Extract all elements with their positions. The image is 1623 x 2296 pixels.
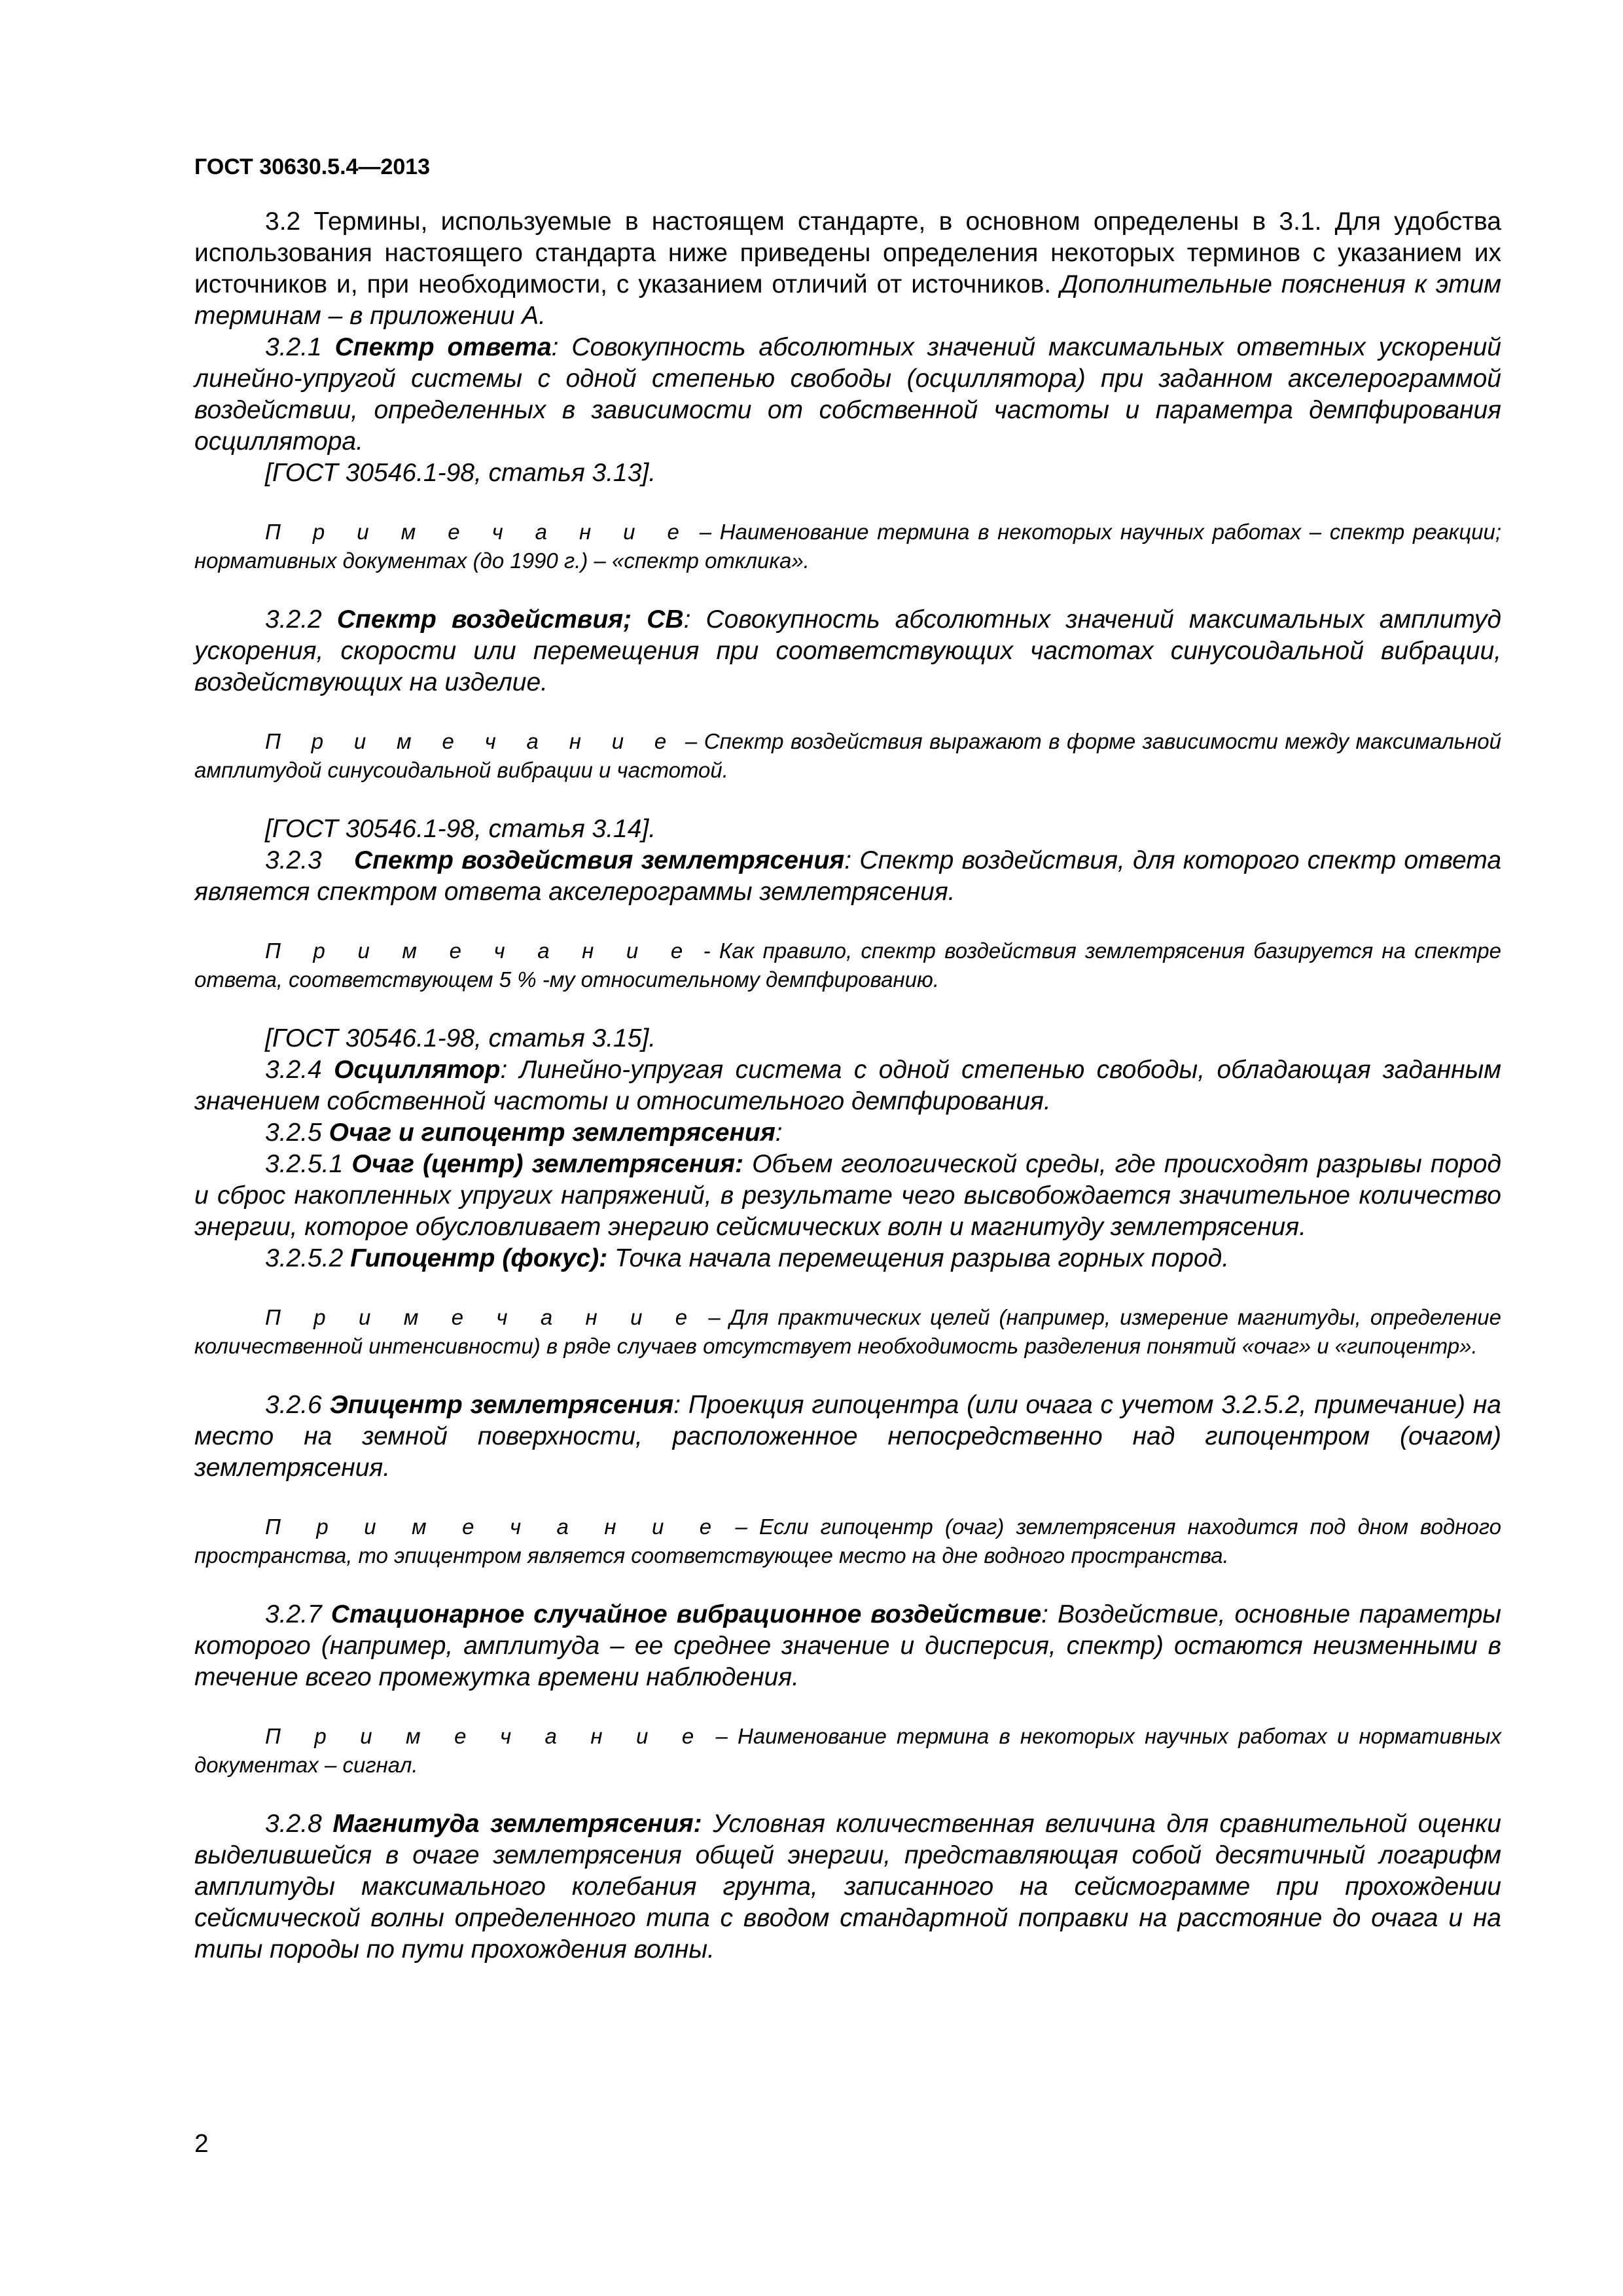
term-definition: : Совокупность абсолютных значений максимальных амплитуд ускорения, скорости или перемещения при соответствующих частотах синусоидальной вибрации, воздействующих на изделие. (194, 605, 1501, 696)
term-3-2-5-1 (194, 1149, 1501, 1243)
page-number: 2 (194, 2130, 209, 2158)
paragraph-3-2 (194, 206, 1501, 332)
term-definition: Условная количественная величина для сравнительной оценки выделившейся в очаге землетрясения общей энергии, представляющая собой десятичный логарифм амплитуды максимального колебания грунта, записанного на сейсмограмме при прохождении сейсмической волны определенного типа с вводом стандартной поправки на расстояние до очага и на типы породы по пути прохождения волны. (194, 1810, 1501, 1964)
term-number: 3.2.5.1 (265, 1150, 344, 1178)
term-number: 3.2.4 (265, 1056, 322, 1084)
term-number: 3.2.1 (265, 333, 322, 361)
term-number: 3.2.5 (265, 1119, 322, 1147)
note-text: – Если гипоцентр (очаг) землетрясения находится под дном водного пространства, то эпицентром является соответствующее место на дне водного пространства. (194, 1515, 1501, 1568)
reference-3-13: [ГОСТ 30546.1-98, статья 3.13]. (265, 459, 656, 487)
term-3-2-6 (194, 1390, 1501, 1484)
term-definition: : Линейно-упругая система с одной степенью свободы, обладающая заданным значением собственной частоты и относительного демпфирования. (194, 1056, 1501, 1115)
note-text: - Как правило, спектр воздействия землетрясения базируется на спектре ответа, соответствующем 5 % -му относительному демпфированию. (194, 939, 1502, 992)
note-label: П р и м е ч а н и е (265, 520, 692, 544)
term-definition: Точка начала перемещения разрыва горных пород. (607, 1244, 1230, 1272)
term-3-2-7 (194, 1599, 1501, 1693)
note-2 (194, 727, 1501, 785)
note-text: – Наименование термина в некоторых научных работах – спектр реакции; нормативных документах (до 1990 г.) – «спектр отклика». (194, 520, 1501, 573)
note-3 (194, 937, 1501, 994)
term-3-2-2 (194, 604, 1501, 698)
document-page (194, 154, 1501, 1965)
term-number: 3.2.5.2 (265, 1244, 344, 1272)
term-3-2-8 (194, 1808, 1501, 1965)
term-definition: Объем геологической среды, где происходят разрывы пород и сброс накопленных упругих напряжений, в результате чего высвобождается значительное количество энергии, которое обусловливает энергию сейсмических волн и магнитуду землетрясения. (194, 1150, 1501, 1241)
term-definition: : Воздействие, основные параметры которого (например, амплитуда – ее среднее значение и дисперсия, спектр) остаются неизменными в течение всего промежутка времени наблюдения. (194, 1600, 1501, 1691)
note-1 (194, 518, 1501, 575)
term-title: Очаг (центр) землетрясения: (351, 1150, 744, 1178)
term-number: 3.2.3 (265, 846, 322, 874)
note-4 (194, 1303, 1501, 1361)
reference-3-14: [ГОСТ 30546.1-98, статья 3.14]. (265, 815, 656, 843)
term-title: Стационарное случайное вибрационное воздействие (330, 1600, 1042, 1628)
term-definition: : (775, 1119, 783, 1147)
term-title: Эпицентр землетрясения (329, 1391, 674, 1419)
paragraph-3-2-italic: Дополнительные пояснения к этим терминам – в приложении А. (194, 270, 1501, 330)
term-title: Спектр воздействия землетрясения (354, 846, 845, 874)
term-3-2-5 (194, 1117, 1501, 1149)
note-label: П р и м е ч а н и е (265, 1305, 700, 1329)
note-text: – Для практических целей (например, измерение магнитуды, определение количественной интенсивности) в ряде случаев отсутствует необходимость разделения понятий «очаг» и «гипоцентр». (194, 1305, 1501, 1358)
term-3-2-1 (194, 332, 1501, 457)
term-definition: : Совокупность абсолютных значений максимальных ответных ускорений линейно-упругой системы с одной степенью свободы (осциллятора) при заданном акселерограммой воздействии, определенных в зависимости от собственной частоты и параметра демпфирования осциллятора. (194, 333, 1501, 456)
term-definition: : Проекция гипоцентра (или очага с учетом 3.2.5.2, примечание) на место на земной поверхности, расположенное непосредственно над гипоцентром (очагом) землетрясения. (194, 1391, 1501, 1482)
term-title: Магнитуда землетрясения: (332, 1810, 702, 1838)
term-number: 3.2.6 (265, 1391, 322, 1419)
note-6 (194, 1722, 1501, 1780)
term-definition: : Спектр воздействия, для которого спектр ответа является спектром ответа акселерограммы землетрясения. (194, 846, 1502, 906)
term-title: Очаг и гипоцентр землетрясения (329, 1119, 776, 1147)
note-label: П р и м е ч а н и е (265, 1724, 706, 1748)
paragraph-3-2-text: 3.2 Термины, используемые в настоящем стандарте, в основном определены в 3.1. Для удобства использования настоящего стандарта ниже приведены определения некоторых терминов с указанием их источников и, при необходимости, с указанием отличий от источников. (194, 207, 1501, 298)
term-number: 3.2.8 (265, 1810, 322, 1838)
term-3-2-4 (194, 1054, 1501, 1117)
note-label: П р и м е ч а н и е (265, 729, 679, 753)
note-text: – Наименование термина в некоторых научных работах и нормативных документах – сигнал. (194, 1724, 1501, 1777)
note-label: П р и м е ч а н и е (265, 1515, 724, 1539)
term-title: Осциллятор (334, 1056, 501, 1084)
note-label: П р и м е ч а н и е (265, 939, 695, 963)
document-header: ГОСТ 30630.5.4—2013 (194, 154, 431, 179)
term-title: Спектр ответа (334, 333, 552, 361)
term-3-2-5-2 (194, 1243, 1501, 1274)
term-3-2-3 (194, 845, 1501, 908)
term-number: 3.2.2 (265, 605, 322, 634)
reference-3-15: [ГОСТ 30546.1-98, статья 3.15]. (265, 1024, 656, 1052)
term-number: 3.2.7 (265, 1600, 322, 1628)
term-title: Спектр воздействия; СВ (336, 605, 684, 634)
note-text: – Спектр воздействия выражают в форме зависимости между максимальной амплитудой синусоидальной вибрации и частотой. (194, 729, 1501, 782)
term-title: Гипоцентр (фокус): (350, 1244, 608, 1272)
note-5 (194, 1513, 1501, 1570)
